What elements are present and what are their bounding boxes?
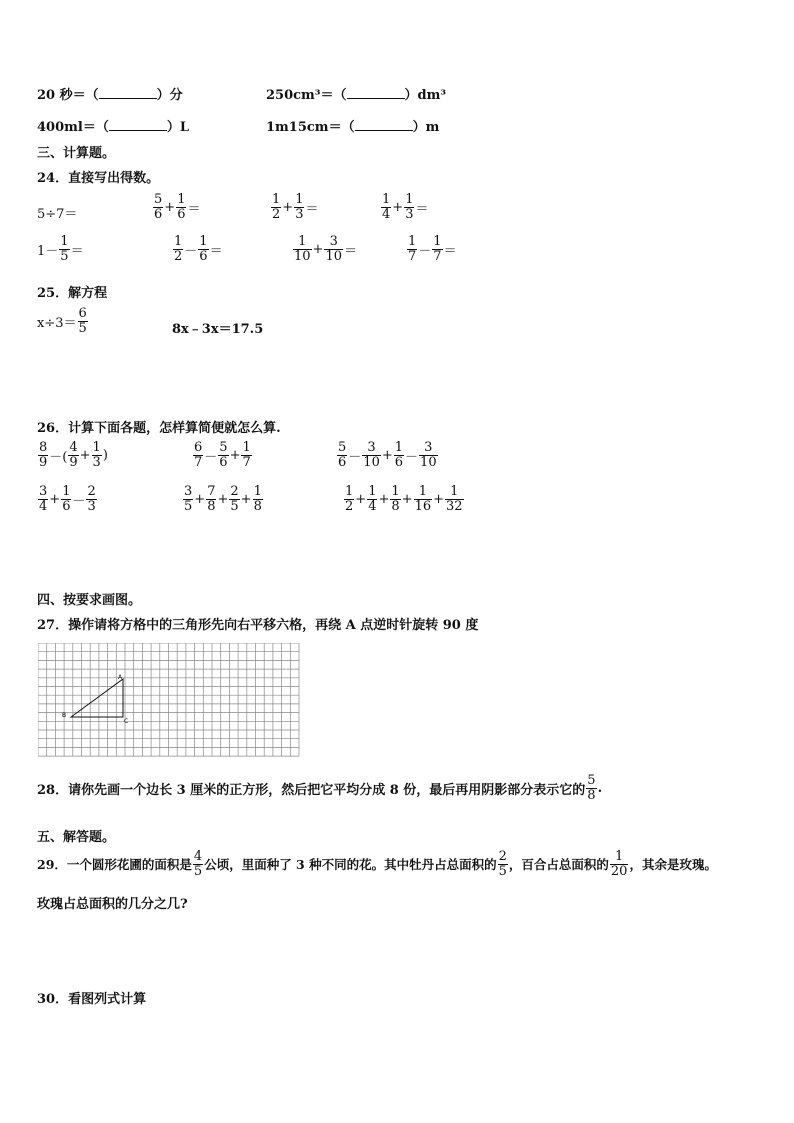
conv-b: 250cm³＝（ ）dm³ [266, 88, 447, 103]
conv-sec-ab [37, 84, 183, 103]
q27-grid-figure [38, 643, 300, 757]
section-4-heading: 四、按要求画图。 [37, 593, 142, 608]
q29-line2: 玫瑰占总面积的几分之几? [37, 897, 188, 912]
q24-e3: $\frac{1}{2}$ + $\frac{1}{3}$ ＝ [272, 192, 319, 222]
q26-r2a: $\frac{3}{4}$ + $\frac{1}{6}$ － $\frac{2}{3}$ [39, 484, 96, 514]
q28: 28．请你先画一个边长 3 厘米的正方形，然后把它平均分成 8 份，最后再用阴影部分表示它的 $\frac{5}{8}$ . [37, 773, 603, 803]
grid-lines [38, 643, 299, 756]
q26-r2c: $\frac{1}{2}$ + $\frac{1}{4}$ + $\frac{1}{8}$ + $\frac{1}{16}$ + $\frac{1}{32}$ [345, 484, 463, 514]
triangle-abc [71, 679, 123, 717]
q25-title: 25．解方程 [37, 286, 108, 301]
q26-r1c: $\frac{5}{6}$ － $\frac{3}{10}$ + $\frac{1}{6}$ － $\frac{3}{10}$ [338, 440, 437, 470]
blank-b[interactable] [347, 86, 405, 99]
q25-e2: 8x﹣3x＝17.5 [172, 322, 264, 337]
q24-e7: $\frac{1}{10}$ + $\frac{3}{10}$ ＝ [294, 234, 358, 264]
q24-e5: 1－ $\frac{1}{5}$ ＝ [37, 234, 84, 264]
label-b: B [62, 712, 67, 719]
section-5-heading: 五、解答题。 [37, 830, 116, 845]
label-a: A [118, 674, 123, 681]
q24-title: 24．直接写出得数。 [37, 171, 160, 186]
q29-line1: 29．一个圆形花圃的面积是 $\frac{4}{5}$ 公顷，里面种了 3 种不同的花。其中牡丹占总面积的 $\frac{2}{5}$ ，百合占总面积的 $\frac{1}{20}$ ，其余是玫瑰。 [37, 849, 717, 879]
section-3-heading: 三、计算题。 [37, 146, 116, 161]
q24-e1: 5÷7＝ [37, 207, 78, 222]
q30-title: 30．看图列式计算 [37, 992, 147, 1007]
q27-title: 27．操作请将方格中的三角形先向右平移六格，再绕 A 点逆时针旋转 90 度 [37, 618, 479, 633]
q24-e4: $\frac{1}{4}$ + $\frac{1}{3}$ ＝ [382, 192, 429, 222]
q24-e2: $\frac{5}{6}$ + $\frac{1}{6}$ ＝ [154, 192, 201, 222]
conv-a: 20 秒＝（ ）分 [37, 88, 183, 103]
q26-r2b: $\frac{3}{5}$ + $\frac{7}{8}$ + $\frac{2}{5}$ + $\frac{1}{8}$ [184, 484, 262, 514]
q26-r1b: $\frac{6}{7}$ － $\frac{5}{6}$ + $\frac{1}{7}$ [194, 440, 251, 470]
q26-r1a: $\frac{8}{9}$ －( $\frac{4}{9}$ + $\frac{1}{3}$ ) [39, 440, 108, 470]
label-c: C [124, 718, 129, 725]
q24-e6: $\frac{1}{2}$ － $\frac{1}{6}$ ＝ [174, 234, 223, 264]
q25-e1: x÷3＝ $\frac{6}{5}$ [37, 306, 87, 336]
conv-d: 1m15cm＝（ ）m [266, 120, 440, 135]
blank-d[interactable] [355, 118, 413, 131]
blank-c[interactable] [109, 118, 167, 131]
conv-c: 400ml＝（ ）L [37, 120, 189, 135]
q26-title: 26．计算下面各题，怎样算简便就怎么算. [37, 421, 281, 436]
q24-e8: $\frac{1}{7}$ － $\frac{1}{7}$ ＝ [408, 234, 457, 264]
blank-a[interactable] [99, 86, 157, 99]
